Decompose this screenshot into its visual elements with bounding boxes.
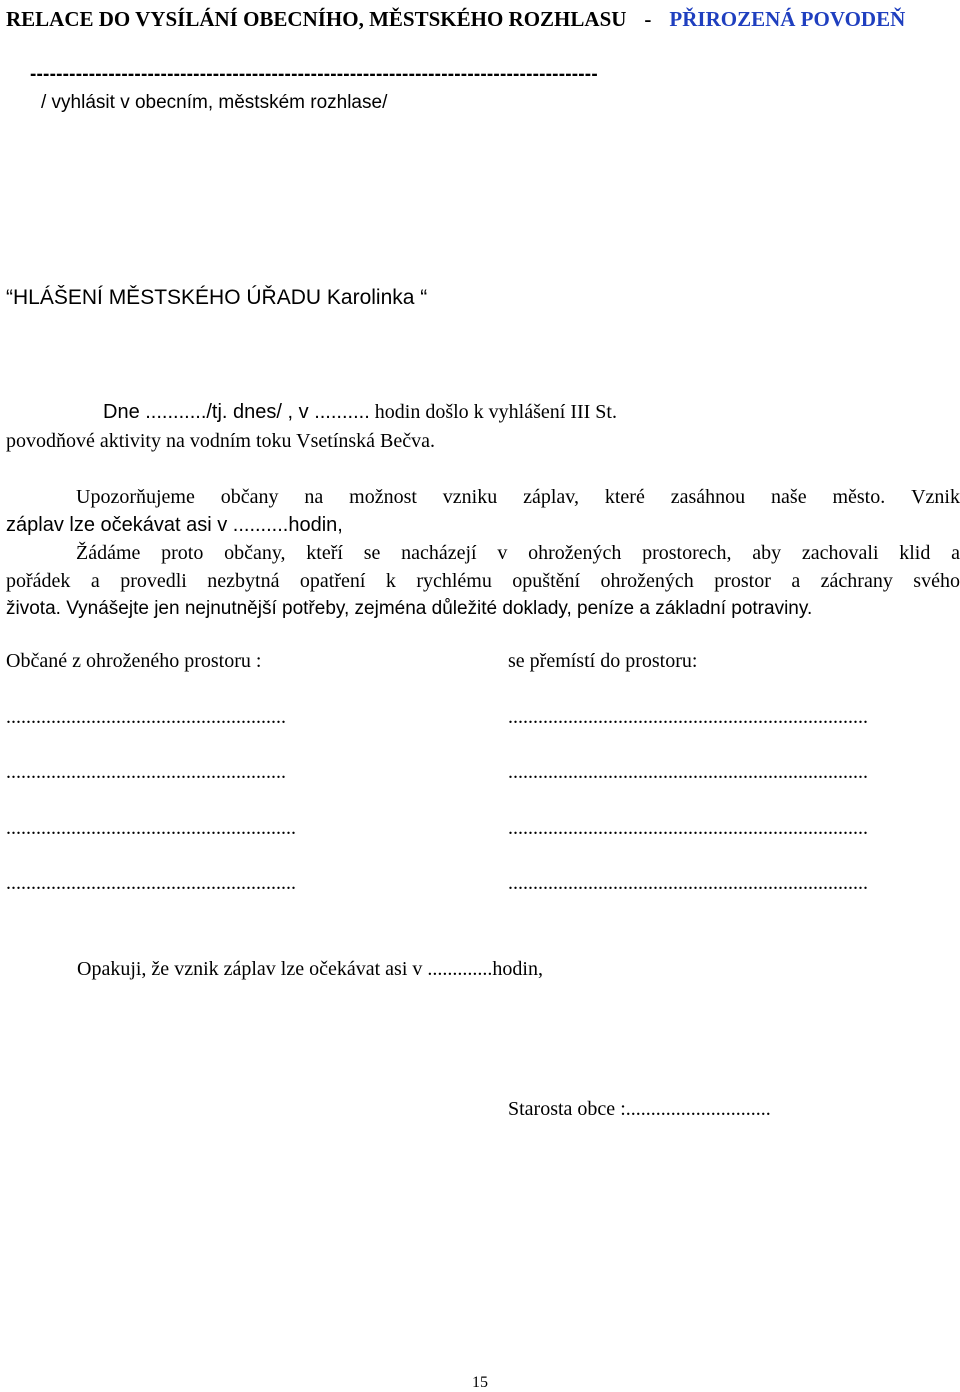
justified-word: v — [497, 542, 508, 564]
title-separator: - — [644, 7, 652, 31]
to-location-field-3: ........................................................................ — [508, 817, 868, 839]
declaration-line-2: povodňové aktivity na vodním toku Vsetínská Bečva. — [6, 430, 436, 452]
justified-word: naše — [771, 486, 807, 508]
justified-word: nezbytná — [207, 570, 280, 592]
justified-word: prostor — [714, 570, 771, 592]
justified-word: občany, — [224, 542, 286, 564]
justified-word: zachovali — [801, 542, 879, 564]
justified-word: zasáhnou — [670, 486, 746, 508]
justified-word: které — [604, 486, 645, 508]
declaration-date: Dne .......... — [103, 401, 201, 423]
justified-word: se — [363, 542, 381, 564]
justified-word: k — [385, 570, 396, 592]
dashed-divider: --------------------------------------------------------------------------------------- — [30, 64, 598, 85]
justified-word: nacházejí — [401, 542, 477, 564]
paragraph-declaration — [6, 398, 960, 456]
declaration-time: ./tj. dnes/ , v .......... — [200, 401, 370, 423]
paragraph-warning — [6, 483, 960, 623]
title-highlight: PŘIROZENÁ POVODEŇ — [669, 7, 906, 31]
document-title — [6, 6, 960, 33]
warning-line-3 — [6, 539, 960, 567]
justified-word: pořádek — [6, 570, 71, 592]
from-location-field-1: ........................................................ — [6, 706, 286, 728]
page-number: 15 — [472, 1374, 488, 1391]
mayor-signature-line: Starosta obce :............................. — [508, 1098, 771, 1120]
to-location-field-1: ........................................................................ — [508, 706, 868, 728]
warning-line-1 — [6, 483, 960, 511]
justified-word: klid — [899, 542, 931, 564]
justified-word: a — [791, 570, 801, 592]
to-location-field-2: ........................................................................ — [508, 761, 868, 783]
warning-line-5: života. Vynášejte jen nejnutnější potřeby, zejména důležité doklady, peníze a základní potraviny. — [6, 598, 813, 619]
warning-line-2: záplav lze očekávat asi v ..........hodin, — [6, 514, 343, 536]
justified-word: opatření — [299, 570, 366, 592]
justified-word: Upozorňujeme — [76, 486, 195, 508]
from-location-field-2: ........................................................ — [6, 761, 286, 783]
justified-word: provedli — [120, 570, 187, 592]
justified-word: kteří — [306, 542, 343, 564]
justified-word: vzniku — [442, 486, 498, 508]
column-header-to: se přemístí do prostoru: — [508, 650, 698, 672]
subtitle: / vyhlásit v obecním, městském rozhlase/ — [41, 92, 388, 113]
justified-word: aby — [752, 542, 782, 564]
justified-word: Vznik — [911, 486, 960, 508]
justified-word: záchrany — [820, 570, 893, 592]
declaration-text: hodin došlo k vyhlášení III St. — [369, 401, 617, 423]
justified-word: záplav, — [523, 486, 579, 508]
justified-word: ohrožených — [528, 542, 622, 564]
from-location-field-3: .......................................................... — [6, 817, 296, 839]
justified-word: na — [304, 486, 324, 508]
justified-word: možnost — [349, 486, 417, 508]
warning-line-4 — [6, 567, 960, 595]
justified-word: prostorech, — [642, 542, 732, 564]
justified-word: občany — [220, 486, 279, 508]
justified-word: rychlému — [416, 570, 492, 592]
justified-word: opuštění — [512, 570, 581, 592]
justified-word: ohrožených — [600, 570, 694, 592]
justified-word: a — [90, 570, 100, 592]
justified-word: Žádáme — [76, 542, 141, 564]
justified-word: proto — [161, 542, 204, 564]
repeat-warning: Opakuji, že vznik záplav lze očekávat asi v .............hodin, — [77, 958, 543, 980]
to-location-field-4: ........................................................................ — [508, 872, 868, 894]
column-header-from: Občané z ohroženého prostoru : — [6, 650, 262, 672]
title-main: RELACE DO VYSÍLÁNÍ OBECNÍHO, MĚSTSKÉHO ROZHLASU — [6, 7, 627, 31]
justified-word: město. — [832, 486, 886, 508]
justified-word: a — [951, 542, 960, 564]
announcement-heading: “HLÁŠENÍ MĚSTSKÉHO ÚŘADU Karolinka “ — [6, 286, 428, 309]
declaration-line-1 — [6, 398, 960, 427]
from-location-field-4: .......................................................... — [6, 872, 296, 894]
justified-word: svého — [913, 570, 960, 592]
